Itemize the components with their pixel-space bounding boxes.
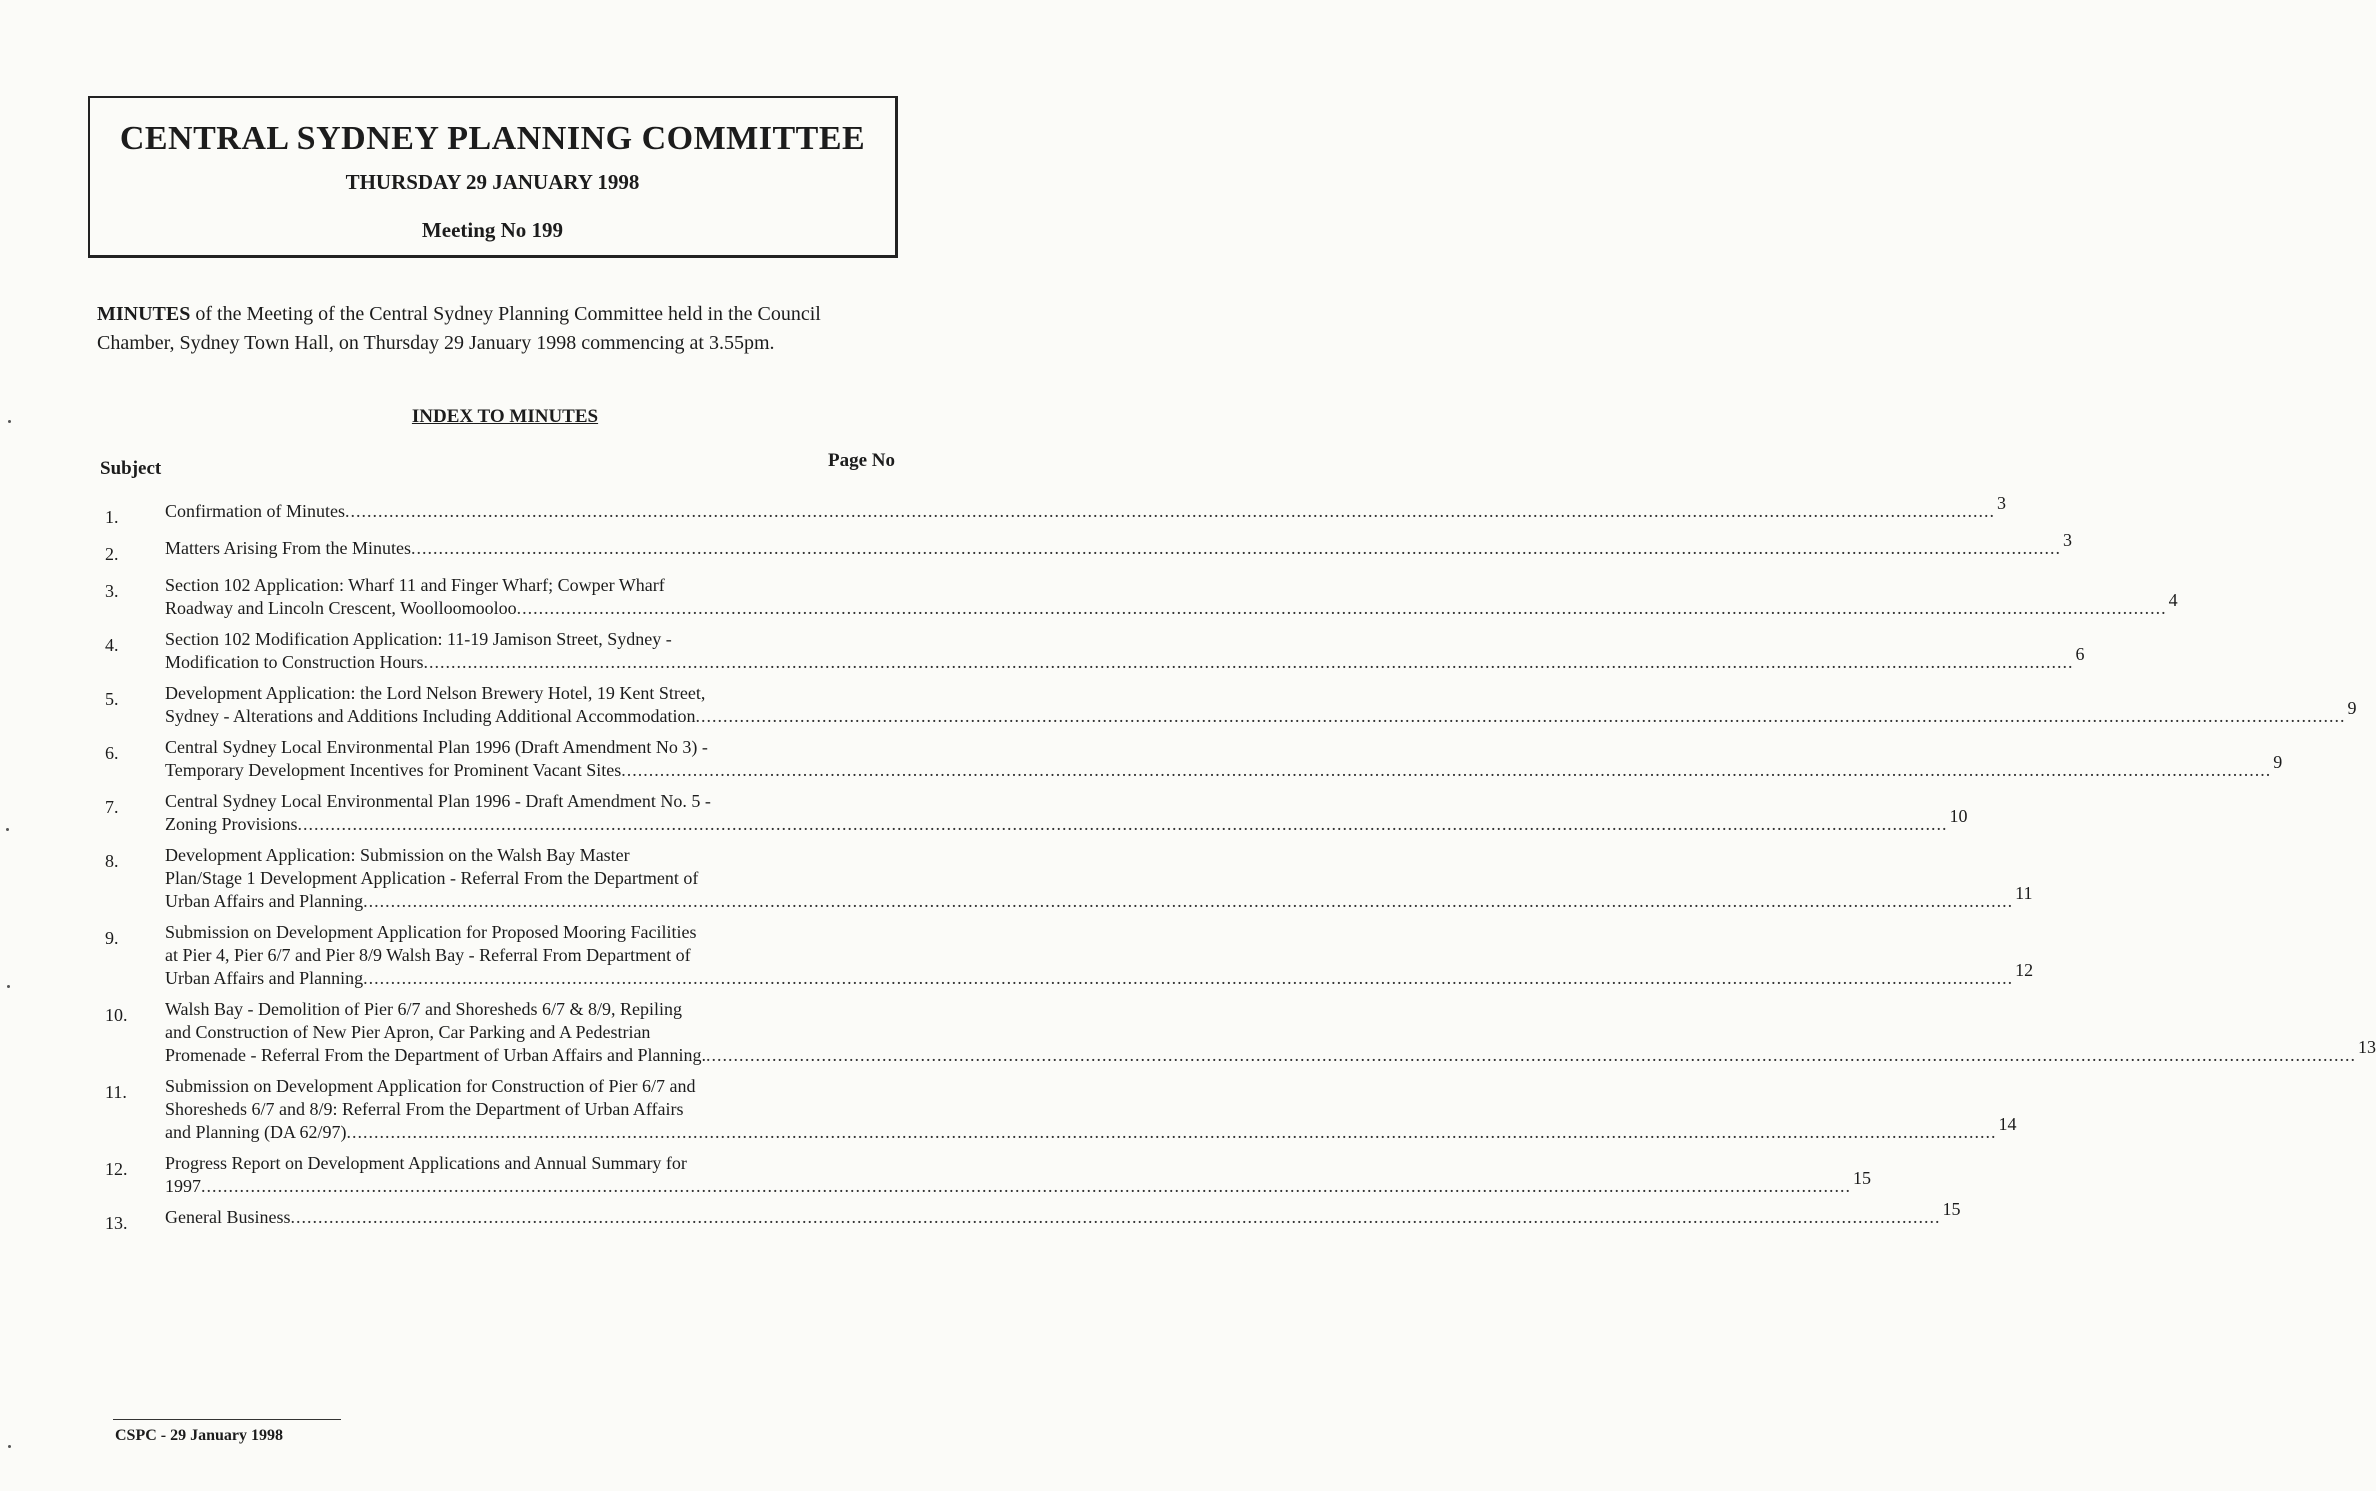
entry-number: 9. bbox=[105, 928, 119, 948]
entry-subject-line: Walsh Bay - Demolition of Pier 6/7 and Shoresheds 6/7 & 8/9, Repiling bbox=[165, 999, 682, 1019]
entry-subject-line: 1997 bbox=[165, 1176, 201, 1196]
index-entry bbox=[105, 736, 2283, 782]
dot-leader: ............................................................................................................................................................................................................................................................................................................ bbox=[346, 1122, 1997, 1142]
entry-page-number: 10 bbox=[1949, 806, 1968, 826]
entry-subject-line: Section 102 Application: Wharf 11 and Finger Wharf; Cowper Wharf bbox=[165, 575, 665, 595]
entry-subject-line: Shoresheds 6/7 and 8/9: Referral From the Department of Urban Affairs bbox=[165, 1099, 684, 1119]
entry-page-number: 15 bbox=[1853, 1168, 1871, 1188]
dot-leader: ............................................................................................................................................................................................................................................................................................................ bbox=[695, 706, 2346, 726]
index-entry bbox=[105, 998, 2376, 1067]
subject-column-label: Subject bbox=[100, 458, 162, 479]
entry-subject-line: Section 102 Modification Application: 11-19 Jamison Street, Sydney - bbox=[165, 629, 672, 649]
entry-number: 12. bbox=[105, 1159, 128, 1179]
dot-leader: ............................................................................................................................................................................................................................................................................................................ bbox=[290, 1207, 1941, 1227]
dot-leader: ............................................................................................................................................................................................................................................................................................................ bbox=[344, 501, 1995, 521]
entry-subject-line: Progress Report on Development Applications and Annual Summary for bbox=[165, 1153, 687, 1173]
intro-lead: MINUTES bbox=[97, 303, 191, 325]
entry-page-number: 13 bbox=[2358, 1037, 2376, 1057]
entry-number: 13. bbox=[105, 1213, 128, 1233]
entry-final-line bbox=[165, 1114, 2017, 1144]
scan-speck bbox=[8, 1445, 11, 1448]
entry-subject-line: Submission on Development Application for Proposed Mooring Facilities bbox=[165, 922, 697, 942]
entry-final-line bbox=[165, 752, 2283, 782]
entry-body bbox=[165, 628, 2085, 674]
entry-final-line bbox=[165, 1199, 1961, 1229]
entry-subject-line: Central Sydney Local Environmental Plan 1996 (Draft Amendment No 3) - bbox=[165, 737, 708, 757]
scan-speck bbox=[7, 985, 10, 988]
entry-subject-line: Zoning Provisions bbox=[165, 814, 298, 834]
entry-number: 4. bbox=[105, 635, 119, 655]
entry-body bbox=[165, 736, 2283, 782]
entry-subject-line: Roadway and Lincoln Crescent, Woolloomooloo bbox=[165, 598, 517, 618]
entry-number: 10. bbox=[105, 1005, 128, 1025]
entry-subject-line: and Planning (DA 62/97) bbox=[165, 1122, 347, 1142]
entry-final-line bbox=[165, 590, 2178, 620]
entry-subject-line: Urban Affairs and Planning bbox=[165, 891, 364, 911]
entry-body bbox=[165, 1075, 2017, 1144]
entry-number: 2. bbox=[105, 544, 119, 564]
entry-body bbox=[165, 530, 2072, 566]
entry-subject-line: Temporary Development Incentives for Prominent Vacant Sites bbox=[165, 760, 622, 780]
meeting-date: THURSDAY 29 JANUARY 1998 bbox=[345, 170, 640, 194]
page-column-label: Page No bbox=[827, 450, 895, 471]
entry-final-line bbox=[165, 1037, 2376, 1067]
entry-body bbox=[165, 1152, 1871, 1198]
entry-final-line bbox=[165, 530, 2072, 560]
entry-subject-line: Matters Arising From the Minutes bbox=[165, 538, 411, 558]
index-entry bbox=[105, 844, 2033, 913]
entry-subject-line: Central Sydney Local Environmental Plan 1996 - Draft Amendment No. 5 - bbox=[165, 791, 711, 811]
entry-page-number: 3 bbox=[2063, 530, 2072, 550]
entry-final-line bbox=[165, 1168, 1871, 1198]
dot-leader: ............................................................................................................................................................................................................................................................................................................ bbox=[516, 598, 2167, 618]
dot-leader: ............................................................................................................................................................................................................................................................................................................ bbox=[363, 968, 2014, 988]
entry-page-number: 11 bbox=[2015, 883, 2033, 903]
entry-number: 7. bbox=[105, 797, 119, 817]
committee-title: CENTRAL SYDNEY PLANNING COMMITTEE bbox=[119, 120, 866, 157]
dot-leader: ............................................................................................................................................................................................................................................................................................................ bbox=[297, 814, 1948, 834]
entry-final-line bbox=[165, 806, 1968, 836]
entry-number: 5. bbox=[105, 689, 119, 709]
intro-text: of the Meeting of the Central Sydney Planning Committee held in the Council Chamber, Sydney Town Hall, on Thursday 29 January 1998 commencing at 3.55pm. bbox=[97, 303, 821, 354]
entry-page-number: 15 bbox=[1942, 1199, 1961, 1219]
entry-final-line bbox=[165, 644, 2085, 674]
entry-number: 6. bbox=[105, 743, 119, 763]
entry-final-line bbox=[165, 698, 2357, 728]
entry-subject-line: Plan/Stage 1 Development Application - Referral From the Department of bbox=[165, 868, 699, 888]
intro-paragraph bbox=[97, 300, 897, 358]
entry-subject-line: Urban Affairs and Planning bbox=[165, 968, 364, 988]
index-entry bbox=[105, 1199, 1961, 1235]
entry-subject-line: Development Application: Submission on the Walsh Bay Master bbox=[165, 845, 630, 865]
entry-page-number: 4 bbox=[2168, 590, 2178, 610]
index-entry bbox=[105, 682, 2357, 728]
dot-leader: ............................................................................................................................................................................................................................................................................................................ bbox=[423, 652, 2074, 672]
index-entry bbox=[105, 1152, 1871, 1198]
entry-subject-line: General Business bbox=[165, 1207, 291, 1227]
meeting-number: Meeting No 199 bbox=[421, 218, 564, 242]
entry-page-number: 9 bbox=[2347, 698, 2357, 718]
index-entry bbox=[105, 574, 2178, 620]
index-entry bbox=[105, 790, 1968, 836]
entry-page-number: 6 bbox=[2075, 644, 2085, 664]
entry-subject-line: Modification to Construction Hours bbox=[165, 652, 424, 672]
dot-leader: ............................................................................................................................................................................................................................................................................................................ bbox=[621, 760, 2272, 780]
entry-final-line bbox=[165, 960, 2034, 990]
entry-body bbox=[165, 493, 2006, 529]
entry-body bbox=[165, 574, 2178, 620]
title-box bbox=[88, 96, 898, 258]
entry-subject-line: Confirmation of Minutes bbox=[165, 501, 345, 521]
index-entry bbox=[105, 493, 2006, 529]
entry-body bbox=[165, 1199, 1961, 1235]
entry-subject-line: Sydney - Alterations and Additions Including Additional Accommodation bbox=[165, 706, 696, 726]
entry-page-number: 9 bbox=[2273, 752, 2283, 772]
dot-leader: ............................................................................................................................................................................................................................................................................................................ bbox=[201, 1176, 1851, 1196]
entry-body bbox=[165, 921, 2034, 990]
entry-body bbox=[165, 844, 2033, 913]
entry-number: 8. bbox=[105, 851, 119, 871]
index-entry bbox=[105, 628, 2085, 674]
scan-speck bbox=[8, 420, 11, 423]
entry-page-number: 14 bbox=[1998, 1114, 2017, 1134]
index-entry bbox=[105, 530, 2072, 566]
entry-body bbox=[165, 682, 2357, 728]
entry-number: 1. bbox=[105, 507, 119, 527]
dot-leader: ............................................................................................................................................................................................................................................................................................................ bbox=[411, 538, 2061, 558]
dot-leader: ............................................................................................................................................................................................................................................................................................................ bbox=[706, 1045, 2357, 1065]
footer-text: CSPC - 29 January 1998 bbox=[115, 1427, 284, 1444]
scan-speck bbox=[6, 828, 9, 831]
entry-subject-line: Development Application: the Lord Nelson Brewery Hotel, 19 Kent Street, bbox=[165, 683, 706, 703]
entry-subject-line: at Pier 4, Pier 6/7 and Pier 8/9 Walsh Bay - Referral From Department of bbox=[165, 945, 691, 965]
entry-subject-line: Submission on Development Application for Construction of Pier 6/7 and bbox=[165, 1076, 696, 1096]
entry-page-number: 3 bbox=[1996, 493, 2006, 513]
index-list bbox=[105, 493, 2376, 1243]
footer-rule bbox=[113, 1419, 341, 1420]
index-entry bbox=[105, 1075, 2017, 1144]
dot-leader: ............................................................................................................................................................................................................................................................................................................ bbox=[363, 891, 2014, 911]
entry-page-number: 12 bbox=[2015, 960, 2034, 980]
entry-subject-line: and Construction of New Pier Apron, Car Parking and A Pedestrian bbox=[165, 1022, 651, 1042]
index-entry bbox=[105, 921, 2034, 990]
index-heading: INDEX TO MINUTES bbox=[411, 406, 599, 427]
entry-body bbox=[165, 790, 1968, 836]
entry-number: 3. bbox=[105, 581, 119, 601]
entry-body bbox=[165, 998, 2376, 1067]
entry-number: 11. bbox=[105, 1082, 127, 1102]
entry-final-line bbox=[165, 883, 2033, 913]
entry-final-line bbox=[165, 493, 2006, 523]
entry-subject-line: Promenade - Referral From the Department of Urban Affairs and Planning. bbox=[165, 1045, 707, 1065]
